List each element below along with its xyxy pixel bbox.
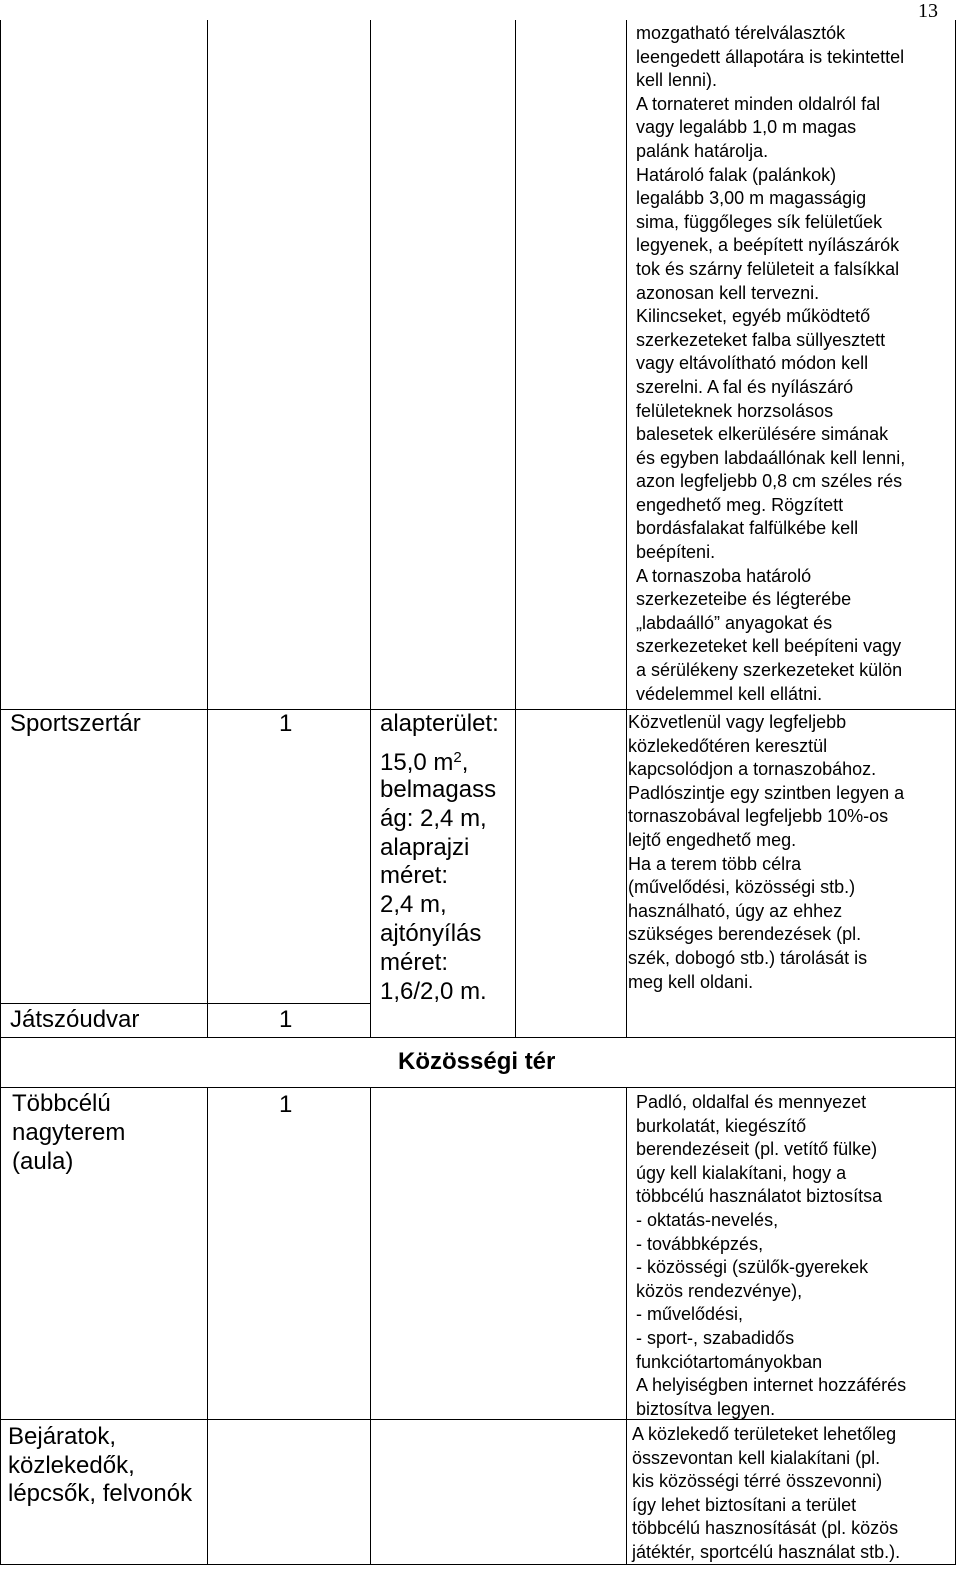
section-header: Közösségi tér bbox=[398, 1048, 556, 1075]
area-suffix: , bbox=[461, 749, 469, 776]
room-name-bejaratok: Bejáratok, közlekedők, lépcsők, felvonók bbox=[8, 1423, 193, 1508]
area-exponent: 2 bbox=[453, 749, 462, 766]
room-count: 1 bbox=[279, 1006, 293, 1033]
room-requirements-text: A közlekedő területeket lehetőleg összevontan kell kialakítani (pl. kis közösségi térré összevonni) így lehet biztosítani a terület többcélú hasznosítását (pl. közös játéktér, sportcélú használat stb.). bbox=[632, 1424, 901, 1562]
room-requirements-text: Padló, oldalfal és mennyezet burkolatát, kiegészítő berendezéseit (pl. vetítő fülke) úgy kell kialakítani, hogy a többcélú használatot biztosítsa - oktatás-nevelés, - továbbképzés, - közösségi (szülők-gyerekek közös rendezvénye), - művelődési, - sport-, szabadidős funkciótartományokban A helyiségben internet hozzáférés biztosítva legyen. bbox=[636, 1092, 907, 1419]
page-number: 13 bbox=[918, 0, 938, 22]
room-spec-details: belmagass ág: 2,4 m, alaprajzi méret: 2,4 m, ajtónyílás méret: 1,6/2,0 m. bbox=[380, 776, 497, 1005]
room-spec-heading: alapterület: bbox=[380, 710, 499, 737]
room-requirements-text: Közvetlenül vagy legfeljebb közlekedőtéren keresztül kapcsolódjon a tornaszobához. Padlószintje egy szintben legyen a tornaszobával legfeljebb 10%-os lejtő engedhető meg. Ha a terem több célra (művelődési, közösségi stb.) használható, úgy az ehhez szükséges berendezések (pl. szék, dobogó stb.) tárolását is meg kell oldani. bbox=[628, 712, 905, 992]
room-count: 1 bbox=[279, 1091, 293, 1118]
room-requirements-text: mozgatható térelválasztók leengedett állapotára is tekintettel kell lenni). A tornateret minden oldalról fal vagy legalább 1,0 m magas palánk határolja. Határoló falak (palánkok) legalább 3,00 m magasságig sima, függőleges sík felületűek legyenek, a beépített nyílászárók tok és szárny felületeit a falsíkkal azonosan kell tervezni. Kilincseket, egyéb működtető szerkezeteket falba süllyesztett vagy eltávolítható módon kell szerelni. A fal és nyílászáró felületeknek horzsolásos balesetek elkerülésére simának és egyben labdaállónak kell lenni, azon legfeljebb 0,8 cm széles rés engedhető meg. Rögzített bordásfalakat falfülkébe kell beépíteni. A tornaszoba határoló szerkezeteibe és légterébe „labdaálló” anyagokat és szerkezeteket kell beépíteni vagy a sérülékeny szerkezeteket külön védelemmel kell ellátni. bbox=[636, 23, 906, 704]
room-name-jatszoudvar: Játszóudvar bbox=[10, 1006, 140, 1033]
room-name-tobbcelu-nagyterem: Többcélú nagyterem (aula) bbox=[12, 1090, 126, 1175]
room-spec-area bbox=[380, 749, 468, 778]
area-value: 15,0 m bbox=[380, 749, 454, 776]
room-name-sportszertar: Sportszertár bbox=[10, 710, 141, 737]
room-count: 1 bbox=[279, 710, 293, 737]
